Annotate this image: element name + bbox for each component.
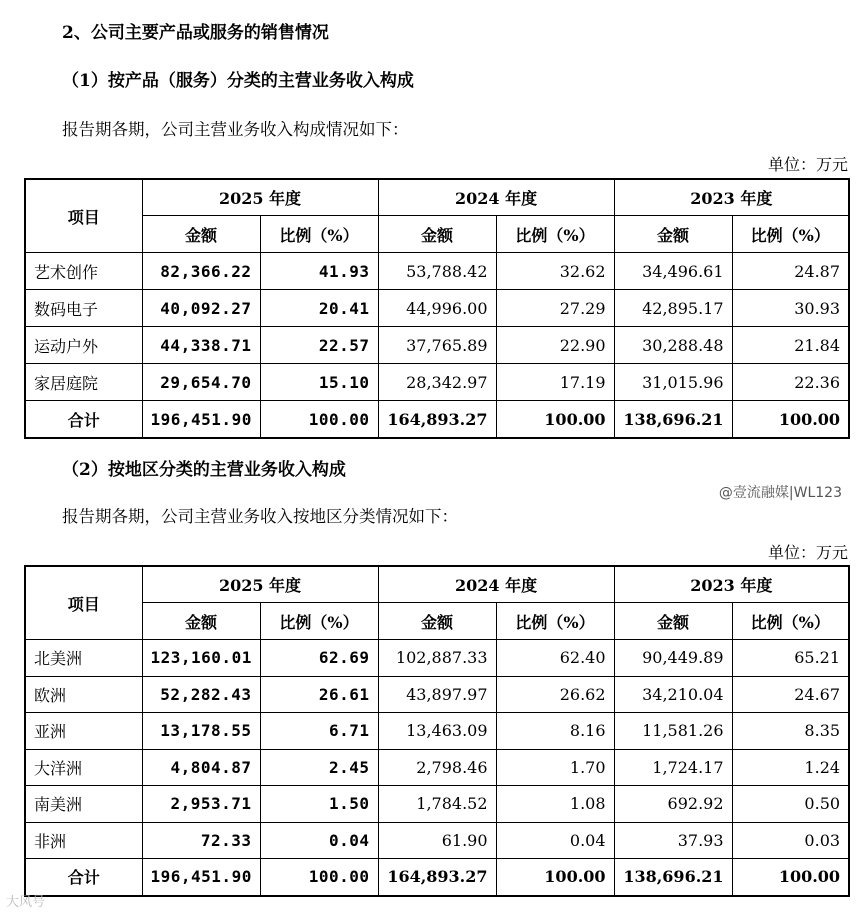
total-amount-2024: 164,893.27 [378,401,496,439]
amount-2024: 102,887.33 [378,640,496,677]
ratio-2023: 0.03 [732,822,849,859]
ratio-2025: 20.41 [260,290,378,327]
amount-2024: 1,784.52 [378,786,496,823]
amount-2025: 2,953.71 [142,786,260,823]
region-revenue-table [24,565,850,897]
amount-2025: 82,366.22 [142,253,260,290]
header-ratio: 比例（%） [732,603,849,640]
ratio-2025: 2.45 [260,749,378,786]
header-amount: 金额 [142,216,260,253]
ratio-2025: 0.04 [260,822,378,859]
amount-2023: 37.93 [614,822,732,859]
amount-2025: 44,338.71 [142,327,260,364]
amount-2024: 53,788.42 [378,253,496,290]
ratio-2024: 26.62 [496,676,614,713]
header-amount: 金额 [378,216,496,253]
amount-2024: 61.90 [378,822,496,859]
amount-2025: 4,804.87 [142,749,260,786]
header-amount: 金额 [142,603,260,640]
ratio-2024: 62.40 [496,640,614,677]
amount-2025: 40,092.27 [142,290,260,327]
amount-2023: 90,449.89 [614,640,732,677]
header-ratio: 比例（%） [496,216,614,253]
amount-2023: 11,581.26 [614,713,732,750]
amount-2024: 13,463.09 [378,713,496,750]
header-2024: 2024 年度 [378,179,614,216]
table-row [25,822,849,859]
total-ratio-2025: 100.00 [260,401,378,439]
unit-label: 单位：万元 [767,155,848,174]
table-row [25,749,849,786]
row-label: 数码电子 [25,290,142,327]
total-amount-2023: 138,696.21 [614,859,732,896]
amount-2023: 692.92 [614,786,732,823]
ratio-2024: 27.29 [496,290,614,327]
total-amount-2023: 138,696.21 [614,401,732,439]
row-label: 运动户外 [25,327,142,364]
amount-2025: 13,178.55 [142,713,260,750]
table-row [25,290,849,327]
total-ratio-2024: 100.00 [496,859,614,896]
row-label: 南美洲 [25,786,142,823]
ratio-2024: 1.08 [496,786,614,823]
header-ratio: 比例（%） [732,216,849,253]
ratio-2024: 32.62 [496,253,614,290]
amount-2023: 30,288.48 [614,327,732,364]
subsection-title-region: （2）按地区分类的主营业务收入构成 [62,460,346,480]
section-heading: 2、公司主要产品或服务的销售情况 [62,23,329,43]
ratio-2023: 1.24 [732,749,849,786]
total-row [25,401,849,439]
amount-2024: 37,765.89 [378,327,496,364]
table-row [25,253,849,290]
ratio-2023: 24.87 [732,253,849,290]
ratio-2025: 41.93 [260,253,378,290]
footer-watermark: 大风号 [6,895,46,910]
amount-2023: 34,496.61 [614,253,732,290]
ratio-2024: 0.04 [496,822,614,859]
ratio-2023: 65.21 [732,640,849,677]
table-row [25,327,849,364]
header-2023: 2023 年度 [614,179,849,216]
ratio-2023: 24.67 [732,676,849,713]
ratio-2024: 17.19 [496,364,614,401]
ratio-2025: 6.71 [260,713,378,750]
ratio-2025: 1.50 [260,786,378,823]
amount-2024: 44,996.00 [378,290,496,327]
amount-2023: 31,015.96 [614,364,732,401]
row-label: 大洋洲 [25,749,142,786]
amount-2025: 123,160.01 [142,640,260,677]
row-label: 北美洲 [25,640,142,677]
row-label: 亚洲 [25,713,142,750]
amount-2023: 34,210.04 [614,676,732,713]
unit-label: 单位：万元 [767,543,848,562]
row-label: 艺术创作 [25,253,142,290]
total-ratio-2023: 100.00 [732,401,849,439]
header-amount: 金额 [614,603,732,640]
amount-2025: 29,654.70 [142,364,260,401]
total-amount-2024: 164,893.27 [378,859,496,896]
ratio-2023: 22.36 [732,364,849,401]
total-ratio-2025: 100.00 [260,859,378,896]
row-label: 家居庭院 [25,364,142,401]
amount-2024: 43,897.97 [378,676,496,713]
header-amount: 金额 [378,603,496,640]
row-label: 欧洲 [25,676,142,713]
table-row [25,786,849,823]
header-2025: 2025 年度 [142,179,378,216]
amount-2023: 1,724.17 [614,749,732,786]
intro-text-product: 报告期各期，公司主营业务收入构成情况如下： [62,120,409,139]
total-ratio-2024: 100.00 [496,401,614,439]
ratio-2025: 22.57 [260,327,378,364]
amount-2024: 2,798.46 [378,749,496,786]
amount-2025: 52,282.43 [142,676,260,713]
header-amount: 金额 [614,216,732,253]
total-amount-2025: 196,451.90 [142,401,260,439]
ratio-2025: 62.69 [260,640,378,677]
header-item: 项目 [25,179,142,253]
amount-2023: 42,895.17 [614,290,732,327]
ratio-2024: 22.90 [496,327,614,364]
header-ratio: 比例（%） [496,603,614,640]
table-row [25,676,849,713]
total-label: 合计 [25,401,142,439]
ratio-2024: 8.16 [496,713,614,750]
amount-2025: 72.33 [142,822,260,859]
ratio-2023: 30.93 [732,290,849,327]
total-row [25,859,849,896]
header-ratio: 比例（%） [260,216,378,253]
ratio-2023: 0.50 [732,786,849,823]
ratio-2023: 8.35 [732,713,849,750]
total-amount-2025: 196,451.90 [142,859,260,896]
header-ratio: 比例（%） [260,603,378,640]
header-2025: 2025 年度 [142,566,378,603]
watermark: @壹流融媒|WL123 [718,485,842,501]
table-row [25,713,849,750]
ratio-2025: 26.61 [260,676,378,713]
table-row [25,640,849,677]
intro-text-region: 报告期各期，公司主营业务收入按地区分类情况如下： [62,507,458,526]
total-label: 合计 [25,859,142,896]
ratio-2023: 21.84 [732,327,849,364]
product-revenue-table [24,178,850,439]
total-ratio-2023: 100.00 [732,859,849,896]
table-row [25,364,849,401]
ratio-2025: 15.10 [260,364,378,401]
row-label: 非洲 [25,822,142,859]
header-2023: 2023 年度 [614,566,849,603]
header-item: 项目 [25,566,142,640]
amount-2024: 28,342.97 [378,364,496,401]
header-2024: 2024 年度 [378,566,614,603]
ratio-2024: 1.70 [496,749,614,786]
subsection-title-product: （1）按产品（服务）分类的主营业务收入构成 [62,71,414,91]
